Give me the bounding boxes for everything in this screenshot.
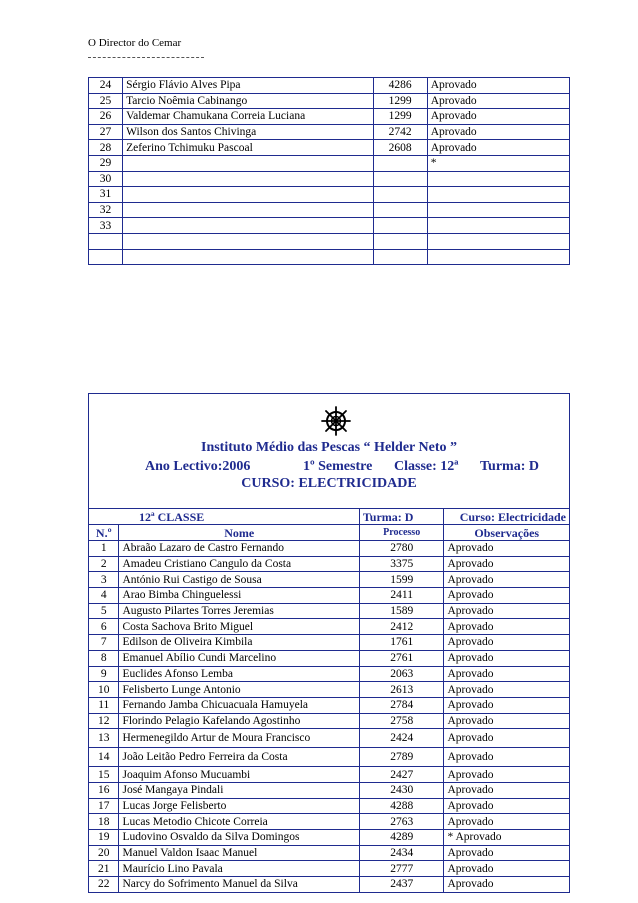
student-name: Abraão Lazaro de Castro Fernando bbox=[119, 541, 359, 557]
observation bbox=[427, 233, 569, 249]
process-number: 1761 bbox=[359, 635, 444, 651]
table-row bbox=[89, 619, 570, 635]
observation: * Aprovado bbox=[444, 830, 570, 846]
table-row bbox=[89, 572, 570, 588]
row-number: 15 bbox=[89, 767, 119, 783]
student-name: Costa Sachova Brito Miguel bbox=[119, 619, 359, 635]
student-name: Lucas Jorge Felisberto bbox=[119, 798, 359, 814]
process-number bbox=[373, 155, 427, 171]
row-number: 6 bbox=[89, 619, 119, 635]
observation: Aprovado bbox=[444, 814, 570, 830]
student-name: Sérgio Flávio Alves Pipa bbox=[123, 78, 374, 94]
observation: Aprovado bbox=[427, 109, 569, 125]
observation: Aprovado bbox=[444, 588, 570, 604]
process-number: 2613 bbox=[359, 682, 444, 698]
class-info-classe: 12ª CLASSE bbox=[89, 509, 360, 525]
semester: 1º Semestre bbox=[303, 459, 373, 474]
row-number: 27 bbox=[89, 124, 123, 140]
row-number: 12 bbox=[89, 713, 119, 729]
class-info-row bbox=[89, 509, 570, 525]
student-name: Euclides Afonso Lemba bbox=[119, 666, 359, 682]
student-name: José Mangaya Pindali bbox=[119, 782, 359, 798]
row-number: 10 bbox=[89, 682, 119, 698]
table-row bbox=[89, 218, 570, 234]
table-row bbox=[89, 124, 570, 140]
table-row bbox=[89, 233, 570, 249]
student-name: Manuel Valdon Isaac Manuel bbox=[119, 845, 359, 861]
row-number: 24 bbox=[89, 78, 123, 94]
student-name: Amadeu Cristiano Cangulo da Costa bbox=[119, 556, 359, 572]
observation bbox=[427, 218, 569, 234]
column-header-num: N.º bbox=[89, 525, 119, 541]
process-number: 2763 bbox=[359, 814, 444, 830]
student-name: Wilson dos Santos Chivinga bbox=[123, 124, 374, 140]
student-name: Florindo Pelagio Kafelando Agostinho bbox=[119, 713, 359, 729]
table-row bbox=[89, 713, 570, 729]
student-name bbox=[123, 202, 374, 218]
student-table-body bbox=[89, 509, 570, 893]
column-header-row bbox=[89, 525, 570, 541]
process-number: 1299 bbox=[373, 109, 427, 125]
observation bbox=[427, 249, 569, 265]
process-number: 2742 bbox=[373, 124, 427, 140]
process-number: 2412 bbox=[359, 619, 444, 635]
student-name bbox=[123, 233, 374, 249]
process-number: 1299 bbox=[373, 93, 427, 109]
observation: Aprovado bbox=[444, 603, 570, 619]
process-number: 2789 bbox=[359, 748, 444, 767]
student-name: Zeferino Tchimuku Pascoal bbox=[123, 140, 374, 156]
table-row bbox=[89, 78, 570, 94]
process-number: 2777 bbox=[359, 861, 444, 877]
row-number: 25 bbox=[89, 93, 123, 109]
signature-line bbox=[88, 57, 204, 58]
student-name: João Leitão Pedro Ferreira da Costa bbox=[119, 748, 359, 767]
observation: Aprovado bbox=[444, 713, 570, 729]
table-row bbox=[89, 635, 570, 651]
table-row bbox=[89, 93, 570, 109]
row-number: 4 bbox=[89, 588, 119, 604]
row-number: 17 bbox=[89, 798, 119, 814]
process-number: 1599 bbox=[359, 572, 444, 588]
row-number: 9 bbox=[89, 666, 119, 682]
student-name: Arao Bimba Chinguelessi bbox=[119, 588, 359, 604]
table-row bbox=[89, 187, 570, 203]
table-row bbox=[89, 729, 570, 748]
row-number: 8 bbox=[89, 650, 119, 666]
table-row bbox=[89, 666, 570, 682]
row-number: 21 bbox=[89, 861, 119, 877]
row-number: 31 bbox=[89, 187, 123, 203]
student-name: Emanuel Abílio Cundi Marcelino bbox=[119, 650, 359, 666]
process-number: 1589 bbox=[359, 603, 444, 619]
table-row bbox=[89, 697, 570, 713]
student-name: Augusto Pilartes Torres Jeremias bbox=[119, 603, 359, 619]
table-row bbox=[89, 541, 570, 557]
row-number: 20 bbox=[89, 845, 119, 861]
observation: Aprovado bbox=[444, 556, 570, 572]
observation: Aprovado bbox=[444, 682, 570, 698]
row-number: 30 bbox=[89, 171, 123, 187]
observation bbox=[427, 187, 569, 203]
process-number: 2784 bbox=[359, 697, 444, 713]
row-number: 16 bbox=[89, 782, 119, 798]
table-row bbox=[89, 202, 570, 218]
row-number: 7 bbox=[89, 635, 119, 651]
row-number: 2 bbox=[89, 556, 119, 572]
row-number: 33 bbox=[89, 218, 123, 234]
row-number: 13 bbox=[89, 729, 119, 748]
process-number bbox=[373, 249, 427, 265]
row-number bbox=[89, 249, 123, 265]
row-number: 14 bbox=[89, 748, 119, 767]
process-number: 2758 bbox=[359, 713, 444, 729]
observation: Aprovado bbox=[444, 845, 570, 861]
column-header-name: Nome bbox=[119, 525, 359, 541]
observation bbox=[427, 171, 569, 187]
observation: Aprovado bbox=[444, 650, 570, 666]
table-row bbox=[89, 249, 570, 265]
student-name bbox=[123, 249, 374, 265]
table-row bbox=[89, 767, 570, 783]
table-row bbox=[89, 798, 570, 814]
observation: * bbox=[427, 155, 569, 171]
observation: Aprovado bbox=[427, 124, 569, 140]
observation bbox=[427, 202, 569, 218]
student-name: Joaquim Afonso Mucuambi bbox=[119, 767, 359, 783]
top-student-table bbox=[88, 77, 570, 265]
row-number: 11 bbox=[89, 697, 119, 713]
process-number: 4286 bbox=[373, 78, 427, 94]
student-name: Maurício Lino Pavala bbox=[119, 861, 359, 877]
student-name bbox=[123, 171, 374, 187]
institute-title: Instituto Médio das Pescas “ Helder Neto ” bbox=[201, 440, 457, 455]
table-row bbox=[89, 109, 570, 125]
table-row bbox=[89, 588, 570, 604]
table-row bbox=[89, 861, 570, 877]
process-number bbox=[373, 187, 427, 203]
director-label: O Director do Cemar bbox=[88, 37, 182, 49]
process-number: 2608 bbox=[373, 140, 427, 156]
table-row bbox=[89, 748, 570, 767]
process-number: 2411 bbox=[359, 588, 444, 604]
student-name: Narcy do Sofrimento Manuel da Silva bbox=[119, 877, 359, 893]
process-number bbox=[373, 202, 427, 218]
observation: Aprovado bbox=[427, 93, 569, 109]
student-name: Edilson de Oliveira Kimbila bbox=[119, 635, 359, 651]
student-name: Valdemar Chamukana Correia Luciana bbox=[123, 109, 374, 125]
table-row bbox=[89, 877, 570, 893]
process-number: 4288 bbox=[359, 798, 444, 814]
observation: Aprovado bbox=[427, 78, 569, 94]
student-name bbox=[123, 155, 374, 171]
observation: Aprovado bbox=[444, 572, 570, 588]
table-row bbox=[89, 650, 570, 666]
row-number: 19 bbox=[89, 830, 119, 846]
table-row bbox=[89, 556, 570, 572]
table-row bbox=[89, 682, 570, 698]
row-number: 3 bbox=[89, 572, 119, 588]
row-number: 5 bbox=[89, 603, 119, 619]
row-number: 32 bbox=[89, 202, 123, 218]
observation: Aprovado bbox=[444, 619, 570, 635]
table-row bbox=[89, 171, 570, 187]
observation: Aprovado bbox=[444, 697, 570, 713]
process-number: 2437 bbox=[359, 877, 444, 893]
process-number: 2427 bbox=[359, 767, 444, 783]
process-number: 2761 bbox=[359, 650, 444, 666]
observation: Aprovado bbox=[444, 767, 570, 783]
observation: Aprovado bbox=[444, 861, 570, 877]
observation: Aprovado bbox=[444, 748, 570, 767]
row-number: 26 bbox=[89, 109, 123, 125]
table-row bbox=[89, 155, 570, 171]
table-row bbox=[89, 603, 570, 619]
class-label: Classe: 12ª bbox=[394, 459, 459, 474]
student-name: Tarcio Noêmia Cabinango bbox=[123, 93, 374, 109]
class-info-curso: Curso: Electricidade bbox=[444, 509, 570, 525]
turma-label: Turma: D bbox=[480, 459, 539, 474]
row-number: 28 bbox=[89, 140, 123, 156]
student-name: Ludovino Osvaldo da Silva Domingos bbox=[119, 830, 359, 846]
observation: Aprovado bbox=[427, 140, 569, 156]
student-name bbox=[123, 187, 374, 203]
ship-wheel-icon bbox=[321, 406, 351, 436]
table-row bbox=[89, 814, 570, 830]
observation: Aprovado bbox=[444, 798, 570, 814]
process-number: 2434 bbox=[359, 845, 444, 861]
process-number: 3375 bbox=[359, 556, 444, 572]
table-row bbox=[89, 140, 570, 156]
process-number: 2063 bbox=[359, 666, 444, 682]
table-row bbox=[89, 782, 570, 798]
academic-year: Ano Lectivo:2006 bbox=[145, 459, 251, 474]
student-name: Hermenegildo Artur de Moura Francisco bbox=[119, 729, 359, 748]
observation: Aprovado bbox=[444, 541, 570, 557]
column-header-observacoes: Observações bbox=[444, 525, 570, 541]
student-name: Felisberto Lunge Antonio bbox=[119, 682, 359, 698]
process-number bbox=[373, 233, 427, 249]
column-header-processo: Processo bbox=[359, 525, 444, 541]
row-number: 18 bbox=[89, 814, 119, 830]
process-number: 2430 bbox=[359, 782, 444, 798]
student-name: António Rui Castigo de Sousa bbox=[119, 572, 359, 588]
observation: Aprovado bbox=[444, 635, 570, 651]
school-header bbox=[88, 393, 570, 509]
process-number: 2424 bbox=[359, 729, 444, 748]
row-number: 1 bbox=[89, 541, 119, 557]
table-row bbox=[89, 845, 570, 861]
top-student-table-body bbox=[89, 78, 570, 265]
course-title: CURSO: ELECTRICIDADE bbox=[241, 476, 417, 491]
row-number: 22 bbox=[89, 877, 119, 893]
row-number bbox=[89, 233, 123, 249]
student-table bbox=[88, 508, 570, 893]
process-number: 4289 bbox=[359, 830, 444, 846]
student-name: Lucas Metodio Chicote Correia bbox=[119, 814, 359, 830]
process-number bbox=[373, 171, 427, 187]
observation: Aprovado bbox=[444, 782, 570, 798]
process-number bbox=[373, 218, 427, 234]
class-info-turma: Turma: D bbox=[359, 509, 444, 525]
student-name bbox=[123, 218, 374, 234]
process-number: 2780 bbox=[359, 541, 444, 557]
observation: Aprovado bbox=[444, 877, 570, 893]
student-name: Fernando Jamba Chicuacuala Hamuyela bbox=[119, 697, 359, 713]
observation: Aprovado bbox=[444, 666, 570, 682]
table-row bbox=[89, 830, 570, 846]
row-number: 29 bbox=[89, 155, 123, 171]
observation: Aprovado bbox=[444, 729, 570, 748]
